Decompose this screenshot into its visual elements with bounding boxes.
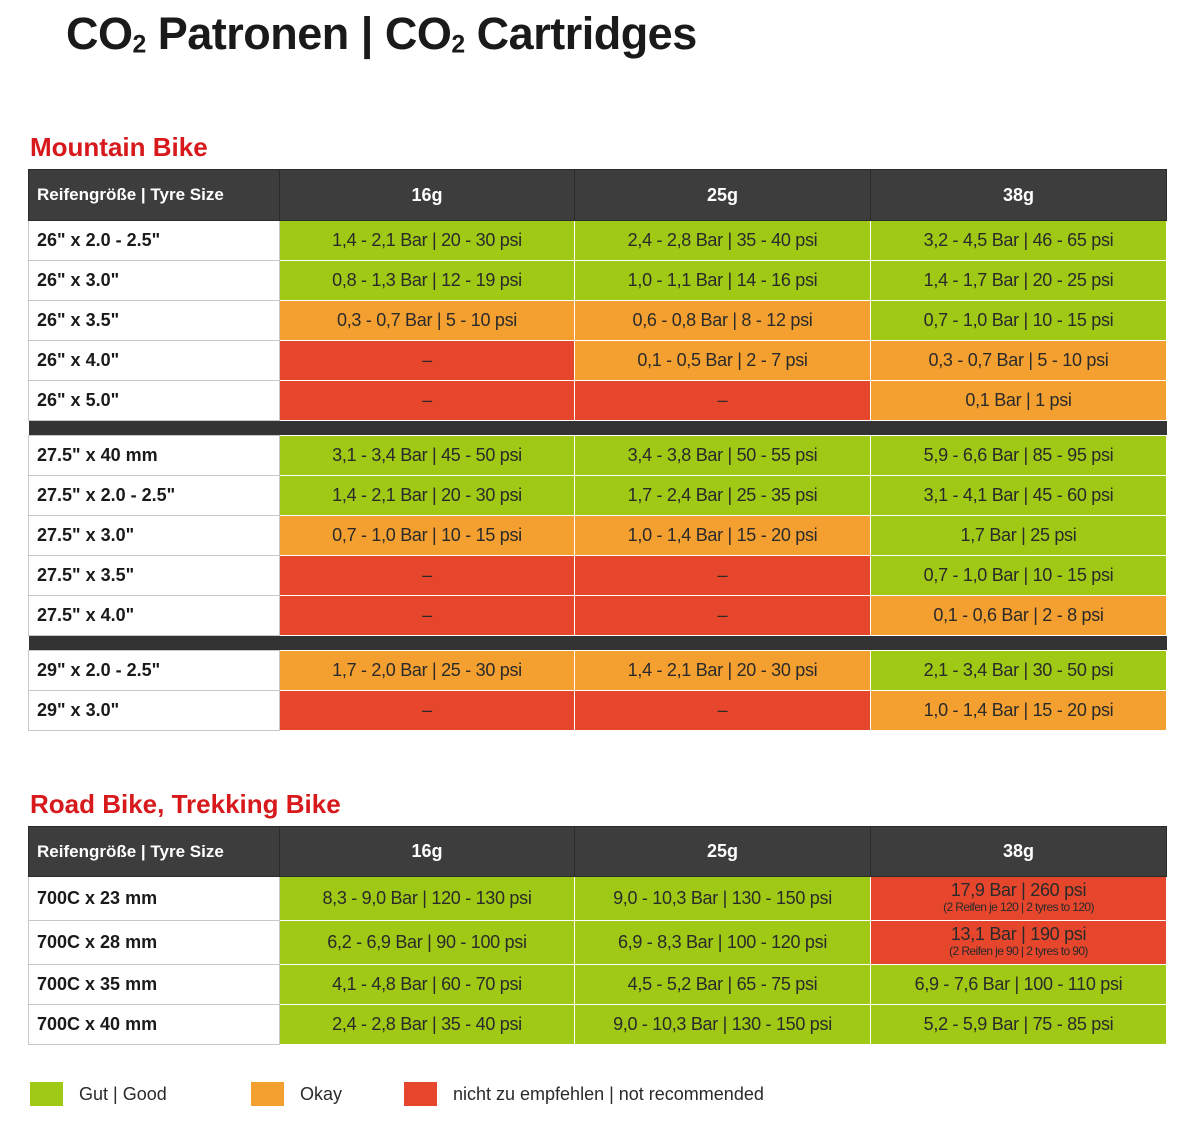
road-pressure-table [28, 826, 1167, 1045]
pressure-cell-good: 0,7 - 1,0 Bar | 10 - 15 psi [871, 556, 1167, 596]
pressure-cell-bad [871, 921, 1167, 965]
pressure-cell-bad: – [575, 381, 871, 421]
table-row [29, 877, 1167, 921]
separator-bar [29, 636, 1167, 651]
table-row [29, 381, 1167, 421]
tyre-size-cell: 29" x 3.0" [29, 691, 280, 731]
table-row [29, 221, 1167, 261]
pressure-cell-bad: – [280, 596, 575, 636]
pressure-cell-okay: 1,0 - 1,4 Bar | 15 - 20 psi [871, 691, 1167, 731]
pressure-cell-good: 4,5 - 5,2 Bar | 65 - 75 psi [575, 965, 871, 1005]
pressure-cell-good: 1,4 - 1,7 Bar | 20 - 25 psi [871, 261, 1167, 301]
pressure-cell-bad: – [575, 556, 871, 596]
pressure-cell-good: 8,3 - 9,0 Bar | 120 - 130 psi [280, 877, 575, 921]
pressure-cell-okay: 1,7 - 2,0 Bar | 25 - 30 psi [280, 651, 575, 691]
pressure-cell-good: 5,2 - 5,9 Bar | 75 - 85 psi [871, 1005, 1167, 1045]
page-title: $CO_2$ Patronen | $CO_2$ Cartridges [66, 8, 697, 59]
table-row [29, 965, 1167, 1005]
pressure-cell-good: 2,4 - 2,8 Bar | 35 - 40 psi [575, 221, 871, 261]
pressure-cell-okay: 0,3 - 0,7 Bar | 5 - 10 psi [280, 301, 575, 341]
tyre-size-cell: 700C x 23 mm [29, 877, 280, 921]
pressure-cell-good: 2,1 - 3,4 Bar | 30 - 50 psi [871, 651, 1167, 691]
tyre-size-cell: 26" x 5.0" [29, 381, 280, 421]
table-row [29, 596, 1167, 636]
table-row [29, 516, 1167, 556]
pressure-cell-okay: 0,3 - 0,7 Bar | 5 - 10 psi [871, 341, 1167, 381]
pressure-cell-good: 3,4 - 3,8 Bar | 50 - 55 psi [575, 436, 871, 476]
pressure-cell-good: 4,1 - 4,8 Bar | 60 - 70 psi [280, 965, 575, 1005]
tyre-size-cell: 26" x 3.0" [29, 261, 280, 301]
tyre-size-cell: 27.5" x 3.0" [29, 516, 280, 556]
table-row [29, 651, 1167, 691]
pressure-cell-good: 0,7 - 1,0 Bar | 10 - 15 psi [871, 301, 1167, 341]
tyre-size-cell: 700C x 35 mm [29, 965, 280, 1005]
tyre-size-cell: 26" x 2.0 - 2.5" [29, 221, 280, 261]
table-row [29, 691, 1167, 731]
mtb-header-row [29, 170, 1167, 221]
tyre-size-cell: 700C x 28 mm [29, 921, 280, 965]
header-tyre-size: Reifengröße | Tyre Size [29, 170, 280, 221]
table-row [29, 261, 1167, 301]
pressure-value: 13,1 Bar | 190 psi [950, 923, 1087, 944]
header-tyre-size: Reifengröße | Tyre Size [29, 827, 280, 877]
pressure-cell-good: 3,1 - 3,4 Bar | 45 - 50 psi [280, 436, 575, 476]
pressure-cell-bad: – [280, 341, 575, 381]
pressure-note: (2 Reifen je 120 | 2 tyres to 120) [943, 899, 1094, 914]
table-row [29, 556, 1167, 596]
pressure-cell-good: 9,0 - 10,3 Bar | 130 - 150 psi [575, 877, 871, 921]
header-38g: 38g [871, 170, 1167, 221]
pressure-cell-good: 6,9 - 7,6 Bar | 100 - 110 psi [871, 965, 1167, 1005]
tyre-size-cell: 29" x 2.0 - 2.5" [29, 651, 280, 691]
legend-item-not-recommended [404, 1082, 764, 1106]
pressure-cell-bad [871, 877, 1167, 921]
pressure-cell-okay: 1,4 - 2,1 Bar | 20 - 30 psi [575, 651, 871, 691]
road-header-row [29, 827, 1167, 877]
pressure-cell-good: 2,4 - 2,8 Bar | 35 - 40 psi [280, 1005, 575, 1045]
pressure-cell-okay: 1,0 - 1,4 Bar | 15 - 20 psi [575, 516, 871, 556]
pressure-cell-good: 0,8 - 1,3 Bar | 12 - 19 psi [280, 261, 575, 301]
pressure-cell-bad: – [280, 381, 575, 421]
pressure-cell-good: 5,9 - 6,6 Bar | 85 - 95 psi [871, 436, 1167, 476]
pressure-cell-good: 9,0 - 10,3 Bar | 130 - 150 psi [575, 1005, 871, 1045]
pressure-cell-good: 1,4 - 2,1 Bar | 20 - 30 psi [280, 476, 575, 516]
table-row [29, 341, 1167, 381]
legend-label: Okay [300, 1083, 343, 1104]
tyre-size-cell: 26" x 3.5" [29, 301, 280, 341]
legend-item-good [30, 1082, 167, 1106]
table-row [29, 436, 1167, 476]
legend-label: Gut | Good [79, 1083, 167, 1104]
pressure-cell-okay: 0,1 - 0,5 Bar | 2 - 7 psi [575, 341, 871, 381]
tyre-size-cell: 26" x 4.0" [29, 341, 280, 381]
group-separator [29, 421, 1167, 436]
header-25g: 25g [575, 827, 871, 877]
pressure-cell-bad: – [280, 556, 575, 596]
header-16g: 16g [280, 170, 575, 221]
pressure-cell-good: 1,7 - 2,4 Bar | 25 - 35 psi [575, 476, 871, 516]
legend-item-okay [251, 1082, 342, 1106]
table-row [29, 301, 1167, 341]
group-separator [29, 636, 1167, 651]
legend-swatch-not-recommended [404, 1082, 437, 1106]
table-row [29, 476, 1167, 516]
tyre-size-cell: 700C x 40 mm [29, 1005, 280, 1045]
pressure-cell-okay: 0,6 - 0,8 Bar | 8 - 12 psi [575, 301, 871, 341]
legend-label: nicht zu empfehlen | not recommended [453, 1083, 764, 1104]
tyre-size-cell: 27.5" x 3.5" [29, 556, 280, 596]
pressure-cell-bad: – [575, 596, 871, 636]
pressure-cell-okay: 0,1 Bar | 1 psi [871, 381, 1167, 421]
pressure-cell-good: 1,0 - 1,1 Bar | 14 - 16 psi [575, 261, 871, 301]
legend-swatch-okay [251, 1082, 284, 1106]
pressure-cell-good: 3,1 - 4,1 Bar | 45 - 60 psi [871, 476, 1167, 516]
mtb-section-title: Mountain Bike [30, 132, 208, 162]
pressure-cell-okay: 0,1 - 0,6 Bar | 2 - 8 psi [871, 596, 1167, 636]
separator-bar [29, 421, 1167, 436]
legend-swatch-good [30, 1082, 63, 1106]
header-25g: 25g [575, 170, 871, 221]
pressure-cell-good: 6,9 - 8,3 Bar | 100 - 120 psi [575, 921, 871, 965]
pressure-cell-okay: 0,7 - 1,0 Bar | 10 - 15 psi [280, 516, 575, 556]
pressure-value: 17,9 Bar | 260 psi [950, 879, 1087, 900]
pressure-note: (2 Reifen je 90 | 2 tyres to 90) [949, 943, 1088, 958]
tyre-size-cell: 27.5" x 2.0 - 2.5" [29, 476, 280, 516]
tyre-size-cell: 27.5" x 40 mm [29, 436, 280, 476]
tyre-size-cell: 27.5" x 4.0" [29, 596, 280, 636]
header-38g: 38g [871, 827, 1167, 877]
pressure-cell-good: 1,7 Bar | 25 psi [871, 516, 1167, 556]
mtb-pressure-table [28, 169, 1167, 731]
header-16g: 16g [280, 827, 575, 877]
pressure-cell-bad: – [575, 691, 871, 731]
table-row [29, 1005, 1167, 1045]
road-section-title: Road Bike, Trekking Bike [30, 789, 341, 819]
table-row [29, 921, 1167, 965]
pressure-cell-good: 3,2 - 4,5 Bar | 46 - 65 psi [871, 221, 1167, 261]
pressure-cell-good: 6,2 - 6,9 Bar | 90 - 100 psi [280, 921, 575, 965]
pressure-cell-bad: – [280, 691, 575, 731]
pressure-cell-good: 1,4 - 2,1 Bar | 20 - 30 psi [280, 221, 575, 261]
